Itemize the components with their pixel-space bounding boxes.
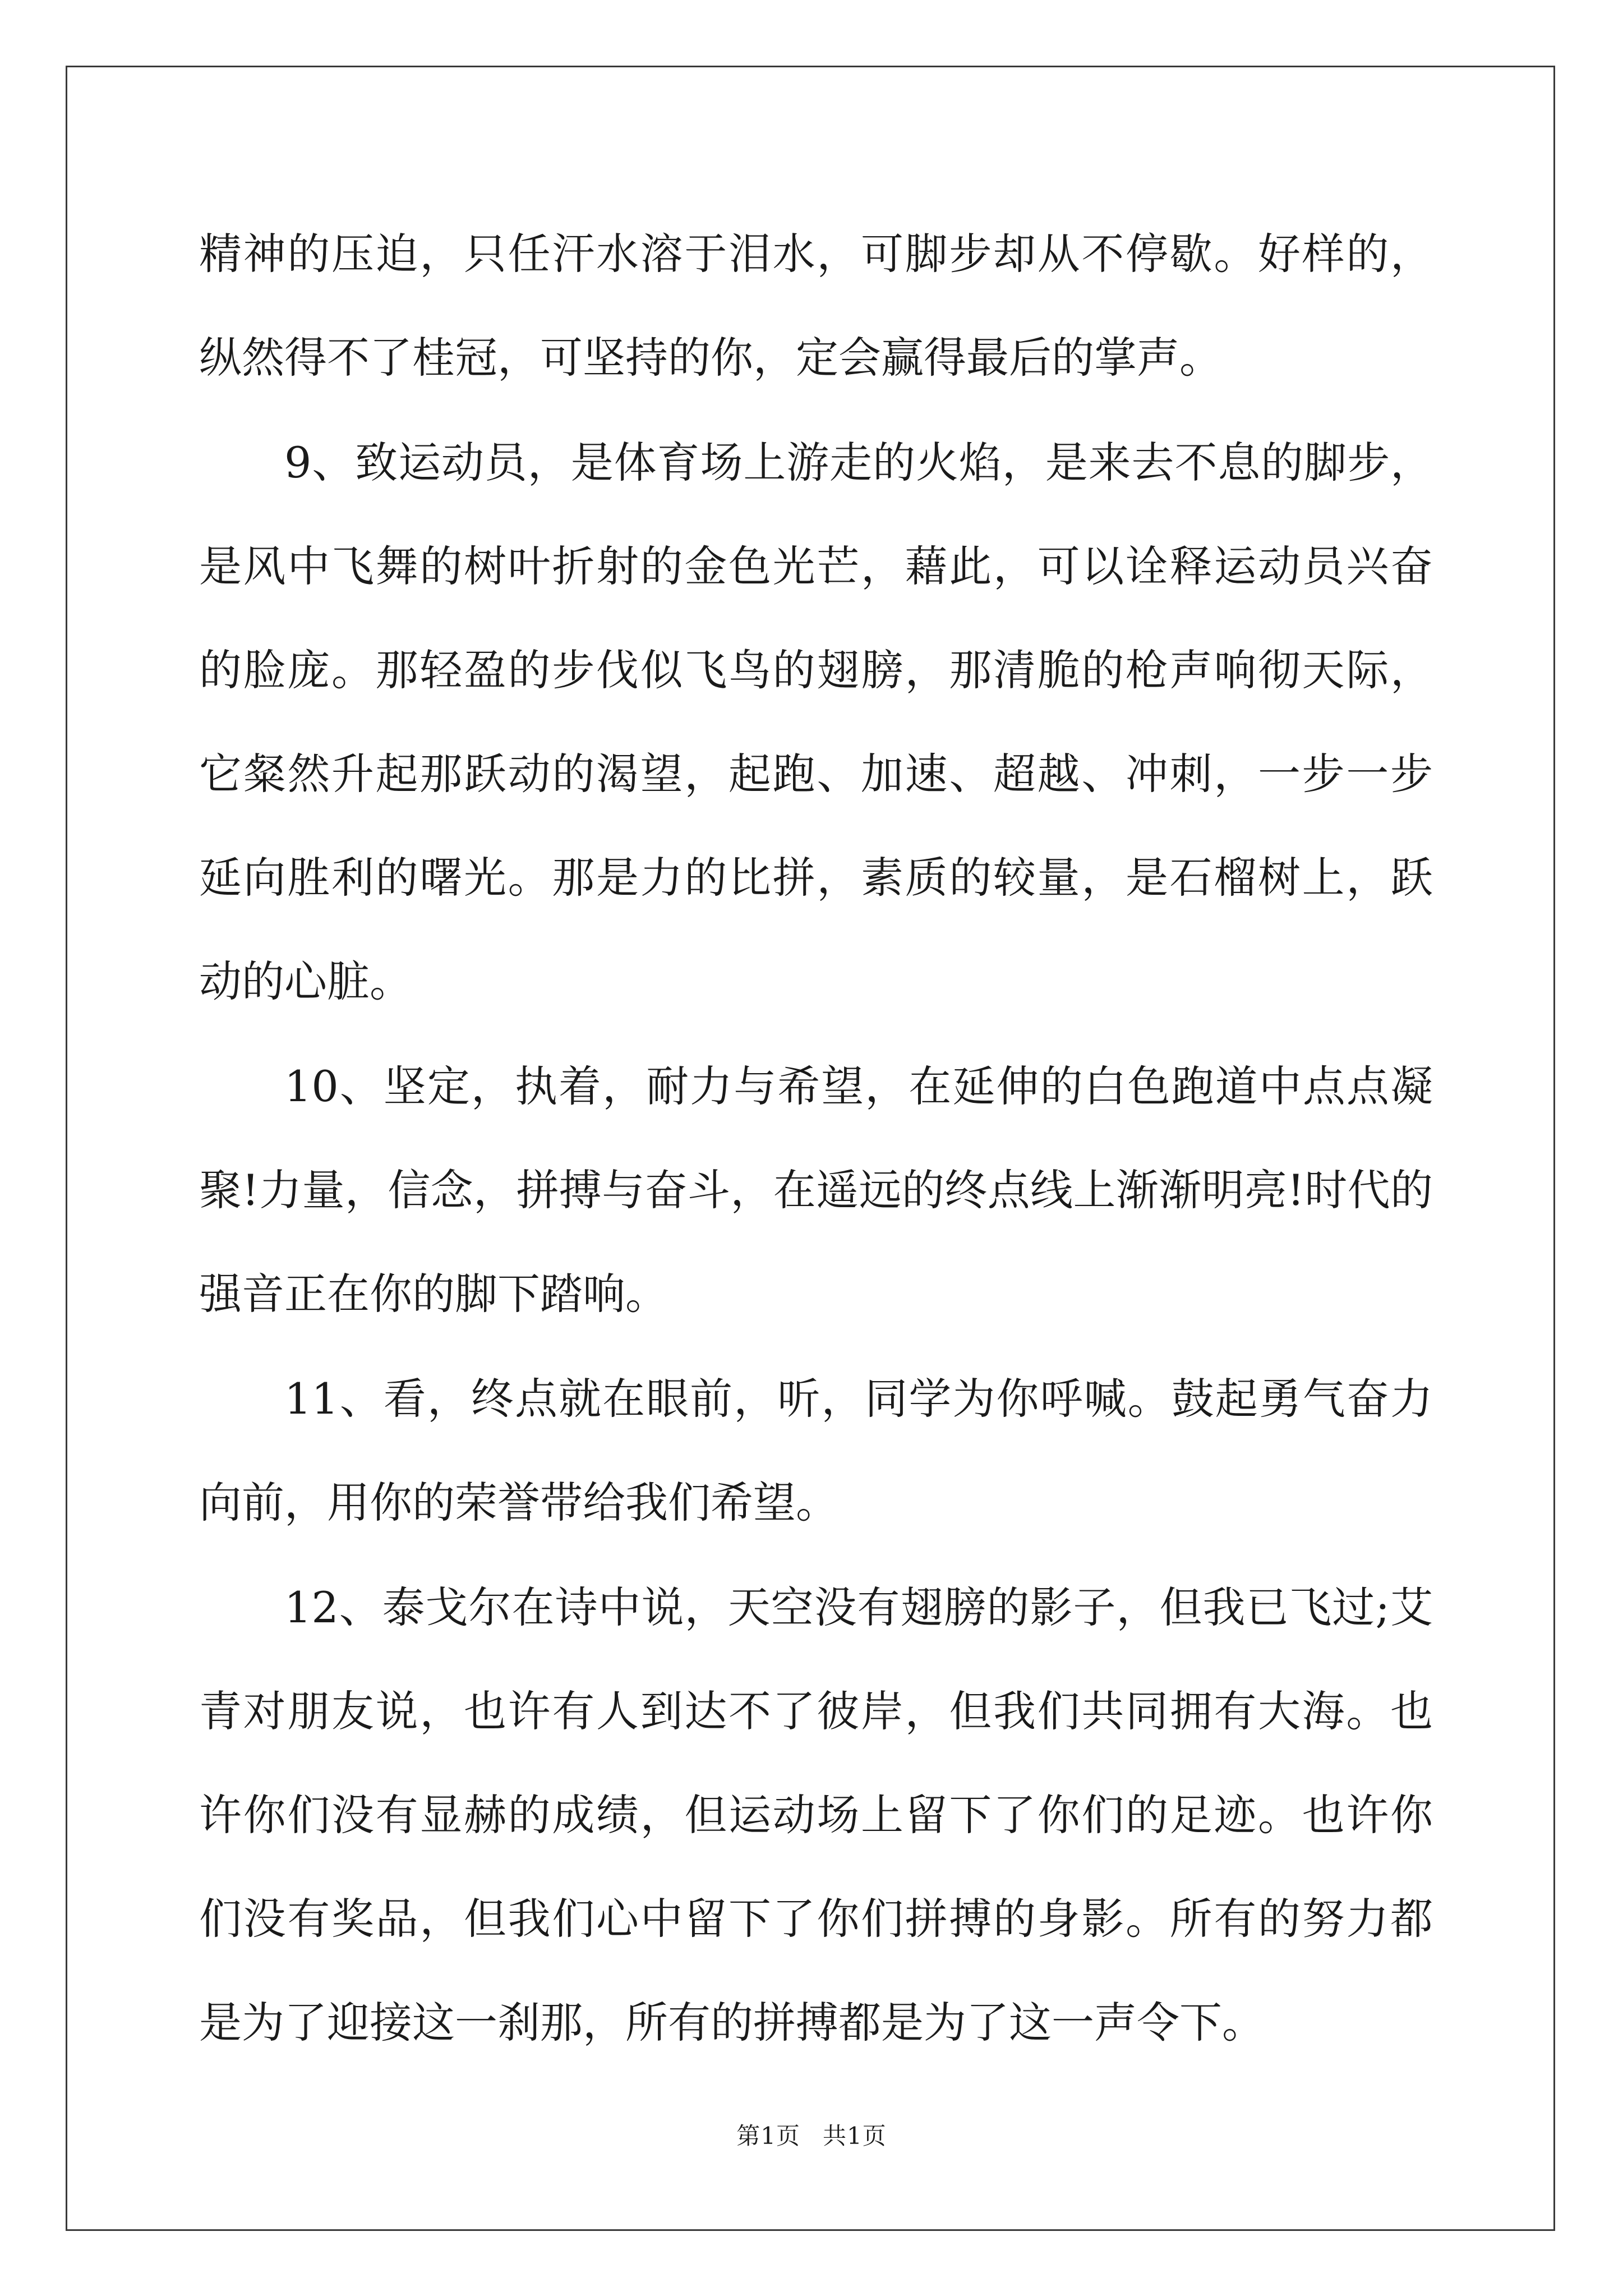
paragraph-10: 10、坚定，执着，耐力与希望，在延伸的白色跑道中点点凝聚!力量，信念，拼搏与奋斗，在遥远的终点线上渐渐明亮!时代的强音正在你的脚下踏响。: [199, 1061, 1433, 1319]
page-footer: [0, 2118, 1623, 2151]
page-number: 第1页: [736, 2122, 800, 2150]
paragraph-12: 12、泰戈尔在诗中说，天空没有翅膀的影子，但我已飞过;艾青对朋友说，也许有人到达不了彼岸，但我们共同拥有大海。也许你们没有显赫的成绩，但运动场上留下了你们的足迹。也许你们没有奖品，但我们心中留下了你们拼搏的身影。所有的努力都是为了迎接这一刹那，所有的拼搏都是为了这一声令下。: [199, 1582, 1433, 2047]
document-body: [199, 202, 1433, 2076]
paragraph-9: 9、致运动员，是体育场上游走的火焰，是来去不息的脚步，是风中飞舞的树叶折射的金色光芒，藉此，可以诠释运动员兴奋的脸庞。那轻盈的步伐似飞鸟的翅膀，那清脆的枪声响彻天际，它粲然升起那跃动的渴望，起跑、加速、超越、冲刺，一步一步延向胜利的曙光。那是力的比拼，素质的较量，是石榴树上，跃动的心脏。: [199, 438, 1433, 1006]
paragraph-11: 11、看，终点就在眼前，听，同学为你呼喊。鼓起勇气奋力向前，用你的荣誉带给我们希望。: [199, 1374, 1433, 1527]
page-total: 共1页: [823, 2122, 887, 2150]
paragraph-continuation: 精神的压迫，只任汗水溶于泪水，可脚步却从不停歇。好样的，纵然得不了桂冠，可坚持的你，定会赢得最后的掌声。: [199, 229, 1433, 383]
